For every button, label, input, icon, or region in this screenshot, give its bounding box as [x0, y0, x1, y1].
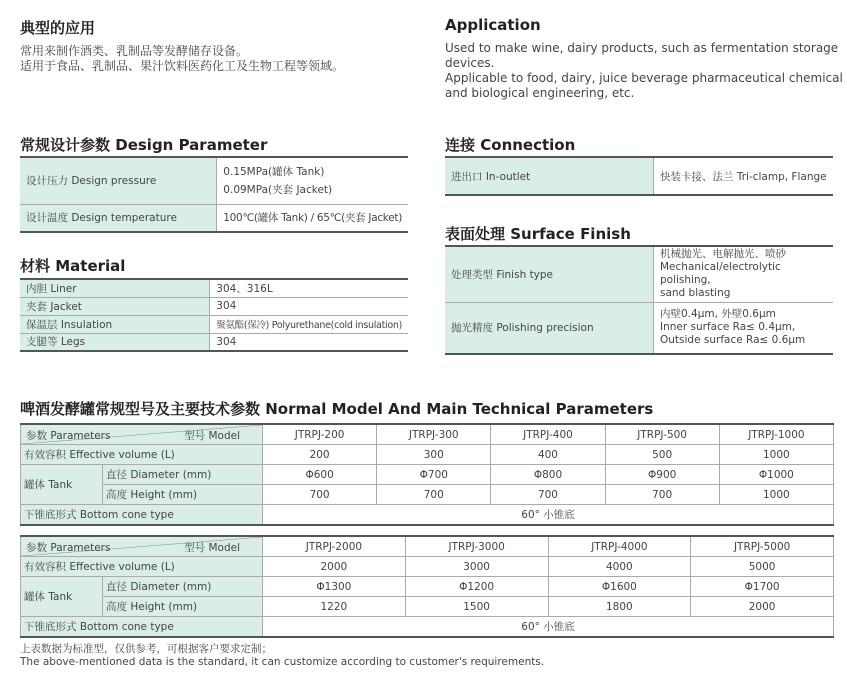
- tank-label: 罐体 Tank: [21, 465, 103, 505]
- diameter-cell: Φ1000: [719, 465, 833, 485]
- tech-header-params: 参数 Parameters: [26, 430, 111, 442]
- volume-cell: 400: [491, 445, 605, 465]
- tech-header-model: 型号 Model: [184, 430, 240, 442]
- height-cell: 700: [491, 485, 605, 505]
- design-pressure-jacket: 0.09MPa(夹套 Jacket): [223, 183, 333, 196]
- tank-label: 罐体 Tank: [21, 577, 103, 617]
- height-label: 高度 Height (mm): [103, 597, 263, 617]
- model-cell: JTRPJ-3000: [405, 536, 548, 557]
- design-temperature-value: 100℃(罐体 Tank) / 65℃(夹套 Jacket): [217, 204, 408, 232]
- material-title-cn: 材料: [20, 257, 51, 275]
- application-line-cn-1: 常用来制作酒类、乳制品等发酵储存设备。: [20, 44, 249, 58]
- diameter-cell: Φ1300: [263, 577, 406, 597]
- footnote-cn: 上表数据为标准型，仅供参考，可根据客户要求定制；: [20, 643, 272, 655]
- volume-cell: 300: [377, 445, 491, 465]
- material-liner-value: 304、316L: [210, 279, 408, 297]
- polishing-value: [654, 302, 834, 354]
- height-cell: 1000: [719, 485, 833, 505]
- material-legs-value: 304: [210, 333, 408, 351]
- application-line-en-1: Used to make wine, dairy products, such as fermentation storage: [445, 41, 839, 55]
- diameter-label: 直径 Diameter (mm): [103, 577, 263, 597]
- application-line-en-4: and biological engineering, etc.: [445, 86, 635, 100]
- finish-type-line-2: Mechanical/electrolytic polishing,: [660, 261, 781, 287]
- model-cell: JTRPJ-500: [605, 424, 719, 445]
- material-insulation-label: 保温层 Insulation: [20, 315, 210, 333]
- tech-title-cn: 啤酒发酵罐常规型号及主要技术参数: [20, 400, 261, 418]
- application-text-en: [445, 41, 843, 101]
- tech-title-en: Normal Model And Main Technical Parameters: [265, 400, 654, 418]
- polishing-line-3: Outside surface Ra≤ 0.6μm: [660, 334, 806, 347]
- finish-type-value: [654, 246, 834, 302]
- connection-table: [445, 156, 833, 196]
- tech-table-group1: [20, 423, 834, 526]
- material-insulation-value: 聚氨酯(保冷) Polyurethane(cold insulation): [210, 315, 408, 333]
- tech-header-cell: [21, 424, 263, 445]
- height-label: 高度 Height (mm): [103, 485, 263, 505]
- connection-title: [445, 134, 575, 155]
- application-line-en-2: devices.: [445, 56, 495, 70]
- cone-value: 60° 小锥底: [263, 505, 834, 526]
- design-pressure-tank: 0.15MPa(罐体 Tank): [223, 165, 325, 178]
- tech-title: [20, 398, 653, 419]
- polishing-line-2: Inner surface Ra≤ 0.4μm,: [660, 321, 796, 334]
- model-cell: JTRPJ-4000: [548, 536, 691, 557]
- design-pressure-value: [217, 157, 408, 204]
- model-cell: JTRPJ-1000: [719, 424, 833, 445]
- finish-type-line-3: sand blasting: [660, 287, 731, 300]
- footnote: [20, 643, 544, 669]
- tech-table-group2: [20, 535, 834, 638]
- tech-header-params: 参数 Parameters: [26, 542, 111, 554]
- volume-cell: 1000: [719, 445, 833, 465]
- polishing-line-1: 内壁0.4μm, 外壁0.6μm: [660, 308, 776, 321]
- height-cell: 1220: [263, 597, 406, 617]
- cone-value: 60° 小锥底: [263, 617, 834, 638]
- volume-cell: 500: [605, 445, 719, 465]
- material-liner-label: 内胆 Liner: [20, 279, 210, 297]
- volume-cell: 4000: [548, 557, 691, 577]
- volume-cell: 3000: [405, 557, 548, 577]
- finish-type-label: 处理类型 Finish type: [445, 246, 654, 302]
- surface-title: [445, 223, 631, 244]
- height-cell: 1500: [405, 597, 548, 617]
- application-title-en: Application: [445, 16, 541, 34]
- material-jacket-label: 夹套 Jacket: [20, 297, 210, 315]
- volume-label: 有效容积 Effective volume (L): [21, 445, 263, 465]
- model-cell: JTRPJ-400: [491, 424, 605, 445]
- surface-title-en: Surface Finish: [510, 225, 631, 243]
- diameter-cell: Φ700: [377, 465, 491, 485]
- application-line-en-3: Applicable to food, dairy, juice beverage pharmaceutical chemical: [445, 71, 843, 85]
- application-line-cn-2: 适用于食品、乳制品、果汁饮料医药化工及生物工程等领域。: [20, 59, 345, 73]
- height-cell: 1800: [548, 597, 691, 617]
- connection-title-en: Connection: [480, 136, 576, 154]
- height-cell: 700: [605, 485, 719, 505]
- diameter-cell: Φ600: [263, 465, 377, 485]
- volume-cell: 2000: [263, 557, 406, 577]
- design-temperature-label: 设计温度 Design temperature: [20, 204, 217, 232]
- surface-title-cn: 表面处理: [445, 225, 506, 243]
- material-legs-label: 支腿等 Legs: [20, 333, 210, 351]
- diameter-cell: Φ800: [491, 465, 605, 485]
- connection-label: 进出口 In-outlet: [445, 157, 654, 195]
- finish-type-line-1: 机械抛光、电解抛光、喷砂: [660, 248, 786, 261]
- tech-header-model: 型号 Model: [184, 542, 240, 554]
- height-cell: 700: [377, 485, 491, 505]
- diameter-cell: Φ1700: [691, 577, 834, 597]
- diameter-cell: Φ1200: [405, 577, 548, 597]
- polishing-label: 抛光精度 Polishing precision: [445, 302, 654, 354]
- design-table: [20, 156, 408, 233]
- diameter-cell: Φ1600: [548, 577, 691, 597]
- footnote-en: The above-mentioned data is the standard, it can customize according to customer's requirements.: [20, 656, 545, 668]
- height-cell: 700: [263, 485, 377, 505]
- surface-table: [445, 245, 833, 355]
- diameter-cell: Φ900: [605, 465, 719, 485]
- volume-cell: 5000: [691, 557, 834, 577]
- material-title-en: Material: [55, 257, 126, 275]
- design-title-cn: 常规设计参数: [20, 136, 111, 154]
- application-text-cn: [20, 44, 344, 74]
- model-cell: JTRPJ-2000: [263, 536, 406, 557]
- application-title-cn: 典型的应用: [20, 19, 96, 37]
- model-cell: JTRPJ-300: [377, 424, 491, 445]
- volume-label: 有效容积 Effective volume (L): [21, 557, 263, 577]
- material-title: [20, 255, 125, 276]
- tech-header-cell: [21, 536, 263, 557]
- diameter-label: 直径 Diameter (mm): [103, 465, 263, 485]
- cone-label: 下锥底形式 Bottom cone type: [21, 617, 263, 638]
- design-title-en: Design Parameter: [115, 136, 268, 154]
- model-cell: JTRPJ-5000: [691, 536, 834, 557]
- connection-title-cn: 连接: [445, 136, 476, 154]
- connection-value: 快装卡接、法兰 Tri-clamp, Flange: [654, 157, 834, 195]
- volume-cell: 200: [263, 445, 377, 465]
- material-table: [20, 278, 408, 352]
- material-jacket-value: 304: [210, 297, 408, 315]
- height-cell: 2000: [691, 597, 834, 617]
- model-cell: JTRPJ-200: [263, 424, 377, 445]
- design-pressure-label: 设计压力 Design pressure: [20, 157, 217, 204]
- cone-label: 下锥底形式 Bottom cone type: [21, 505, 263, 526]
- design-title: [20, 134, 267, 155]
